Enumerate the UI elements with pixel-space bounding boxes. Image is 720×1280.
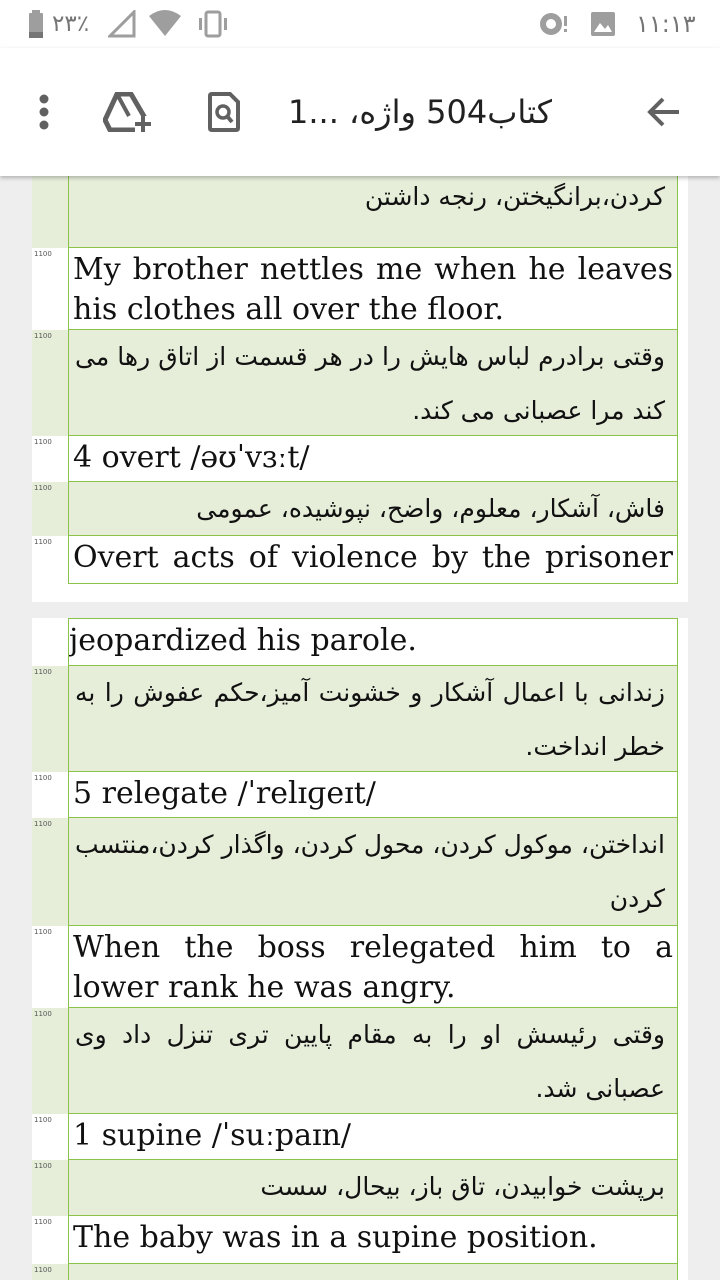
table-row: 1100 When the boss relegated him to a lower rank he was angry. xyxy=(32,926,688,1008)
row-text: فاش، آشکار، معلوم، واضح، نپوشیده، عمومی xyxy=(196,494,665,523)
row-text: انداختن، موکول کردن، محول کردن، واگذار کردن،منتسب کردن xyxy=(75,830,665,913)
back-arrow-icon[interactable] xyxy=(636,80,692,144)
table-row: 1100 فاش، آشکار، معلوم، واضح، نپوشیده، عمومی xyxy=(32,482,688,536)
table-row: 1100 4 overt /əʊˈvɜːt/ xyxy=(32,436,688,482)
row-text: وقتی برادرم لباس هایش را در هر قسمت از اتاق رها می کند مرا عصبانی می کند. xyxy=(75,342,665,425)
row-text: The baby was in a supine position. xyxy=(73,1220,598,1255)
app-bar xyxy=(0,48,720,176)
table-row: 1100 برپشت خوابیدن، تاق باز، بیحال، سست xyxy=(32,1160,688,1216)
table-row: 1100 زندانی با اعمال آشکار و خشونت آمیز،حکم عفوش را به خطر انداخت. xyxy=(32,666,688,772)
table-row: 1100 xyxy=(32,1264,688,1280)
table-row xyxy=(32,176,688,248)
row-text: Overt acts of violence by the prisoner xyxy=(73,540,673,575)
table-row: 1100 My brother nettles me when he leaves his clothes all over the floor. xyxy=(32,248,688,330)
more-vert-icon[interactable] xyxy=(20,80,68,144)
table-row: 1100 Overt acts of violence by the prisoner xyxy=(32,536,688,584)
row-text: When the boss relegated him to a lower rank he was angry. xyxy=(73,930,673,1005)
battery-icon xyxy=(28,8,44,40)
row-text: زندانی با اعمال آشکار و خشونت آمیز،حکم عفوش را به خطر انداخت. xyxy=(75,678,665,761)
status-bar xyxy=(0,0,720,48)
row-text: کردن،برانگیختن، رنجه داشتن xyxy=(364,182,665,211)
table-row: 1100 The baby was in a supine position. xyxy=(32,1216,688,1264)
search-document-icon[interactable] xyxy=(198,80,250,144)
row-text: jeopardized his parole. xyxy=(69,623,417,658)
table-row: 1100 5 relegate /ˈrelɪɡeɪt/ xyxy=(32,772,688,818)
pdf-page-2[interactable] xyxy=(32,618,688,1280)
row-text: 5 relegate /ˈrelɪɡeɪt/ xyxy=(73,776,376,811)
row-text: برپشت خوابیدن، تاق باز، بیحال، سست xyxy=(260,1172,665,1201)
row-text: My brother nettles me when he leaves his clothes all over the floor. xyxy=(73,252,673,327)
status-time: ۱۱:۱۳ xyxy=(636,10,696,38)
table-row: 1100 1 supine /ˈsuːpaɪn/ xyxy=(32,1114,688,1160)
battery-percent: ۲۳٪ xyxy=(52,11,90,37)
pdf-page-1[interactable] xyxy=(32,176,688,602)
document-title: کتاب504 واژه، ...1 xyxy=(288,93,552,131)
table-row: 1100 وقتی رئیسش او را به مقام پایین تری تنزل داد وی عصبانی شد. xyxy=(32,1008,688,1114)
table-row xyxy=(32,618,688,666)
table-row: 1100 انداختن، موکول کردن، محول کردن، واگذار کردن،منتسب کردن xyxy=(32,818,688,926)
vibrate-icon xyxy=(196,8,230,40)
row-text: وقتی رئیسش او را به مقام پایین تری تنزل داد وی عصبانی شد. xyxy=(75,1020,665,1103)
row-text: 1 supine /ˈsuːpaɪn/ xyxy=(73,1118,352,1153)
record-icon xyxy=(538,8,568,40)
drive-add-icon[interactable] xyxy=(100,80,156,144)
signal-icon xyxy=(108,8,136,40)
image-icon xyxy=(590,8,616,40)
row-text: 4 overt /əʊˈvɜːt/ xyxy=(73,440,310,475)
wifi-icon xyxy=(148,8,182,40)
table-row: 1100 وقتی برادرم لباس هایش را در هر قسمت از اتاق رها می کند مرا عصبانی می کند. xyxy=(32,330,688,436)
